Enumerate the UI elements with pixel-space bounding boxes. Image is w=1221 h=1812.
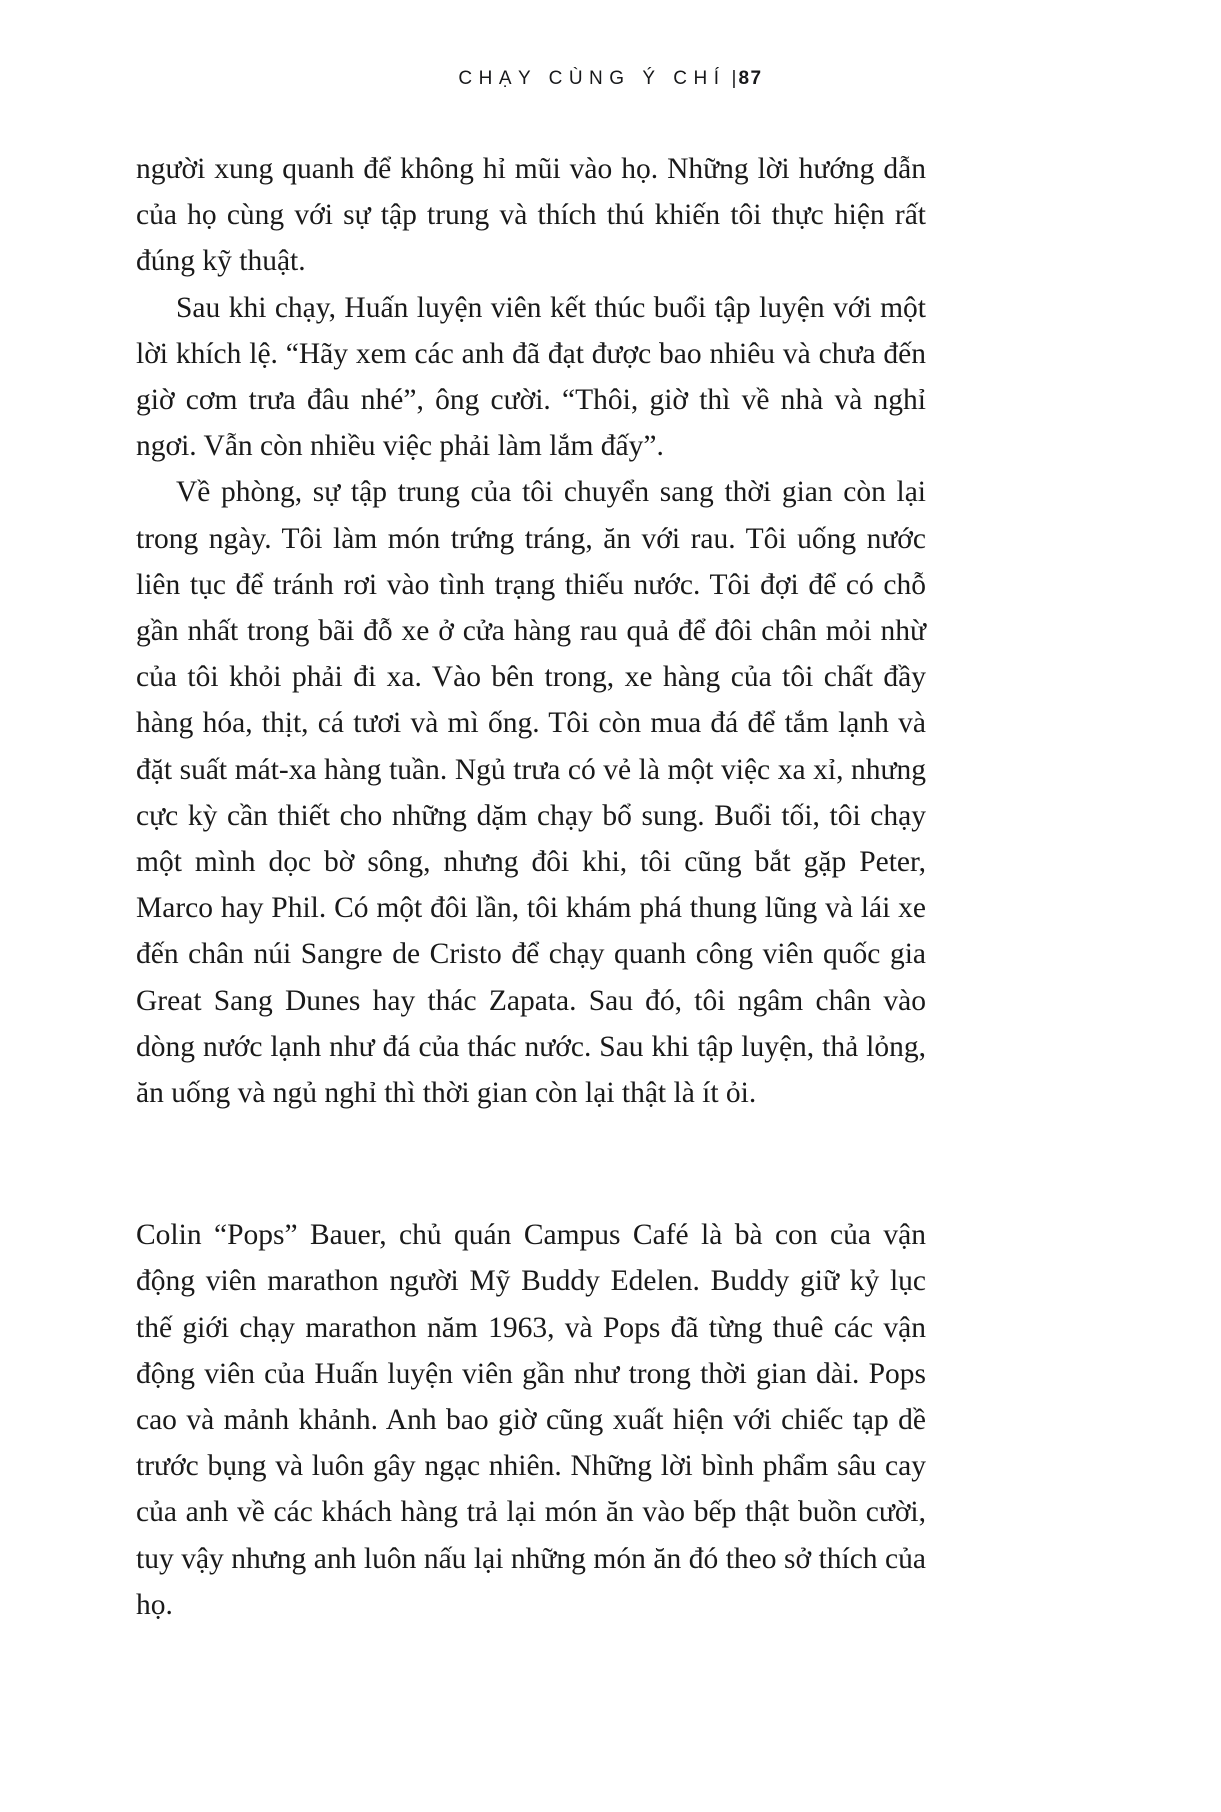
section-gap [136, 1116, 926, 1212]
paragraph-4: Colin “Pops” Bauer, chủ quán Campus Café là bà con của vận động viên marathon người Mỹ Buddy Edelen. Buddy giữ kỷ lục thế giới chạy marathon năm 1963, và Pops đã từng thuê các vận động viên của Huấn luyện viên gần như trong thời gian dài. Pops cao và mảnh khảnh. Anh bao giờ cũng xuất hiện với chiếc tạp dề trước bụng và luôn gây ngạc nhiên. Những lời bình phẩm sâu cay của anh về các khách hàng trả lại món ăn vào bếp thật buồn cười, tuy vậy nhưng anh luôn nấu lại những món ăn đó theo sở thích của họ. [136, 1219, 926, 1621]
running-header [0, 68, 1221, 90]
text-column [136, 146, 926, 1628]
header-separator: | [731, 68, 737, 89]
paragraph-3: Về phòng, sự tập trung của tôi chuyển sang thời gian còn lại trong ngày. Tôi làm món trứng tráng, ăn với rau. Tôi uống nước liên tục để tránh rơi vào tình trạng thiếu nước. Tôi đợi để có chỗ gần nhất trong bãi đỗ xe ở cửa hàng rau quả để đôi chân mỏi nhừ của tôi khỏi phải đi xa. Vào bên trong, xe hàng của tôi chất đầy hàng hóa, thịt, cá tươi và mì ống. Tôi còn mua đá để tắm lạnh và đặt suất mát-xa hàng tuần. Ngủ trưa có vẻ là một việc xa xỉ, nhưng cực kỳ cần thiết cho những dặm chạy bổ sung. Buổi tối, tôi chạy một mình dọc bờ sông, nhưng đôi khi, tôi cũng bắt gặp Peter, Marco hay Phil. Có một đôi lần, tôi khám phá thung lũng và lái xe đến chân núi Sangre de Cristo để chạy quanh công viên quốc gia Great Sang Dunes hay thác Zapata. Sau đó, tôi ngâm chân vào dòng nước lạnh như đá của thác nước. Sau khi tập luyện, thả lỏng, ăn uống và ngủ nghỉ thì thời gian còn lại thật là ít ỏi. [136, 476, 926, 1110]
paragraph-2: Sau khi chạy, Huấn luyện viên kết thúc buổi tập luyện với một lời khích lệ. “Hãy xem các anh đã đạt được bao nhiêu và chưa đến giờ cơm trưa đâu nhé”, ông cười. “Thôi, giờ thì về nhà và nghỉ ngơi. Vẫn còn nhiều việc phải làm lắm đấy”. [136, 291, 926, 463]
header-book-title: CHẠY CÙNG Ý CHÍ [458, 68, 726, 89]
paragraph-1: người xung quanh để không hỉ mũi vào họ. Những lời hướng dẫn của họ cùng với sự tập trung và thích thú khiến tôi thực hiện rất đúng kỹ thuật. [136, 153, 926, 278]
page-number: 87 [738, 68, 763, 89]
